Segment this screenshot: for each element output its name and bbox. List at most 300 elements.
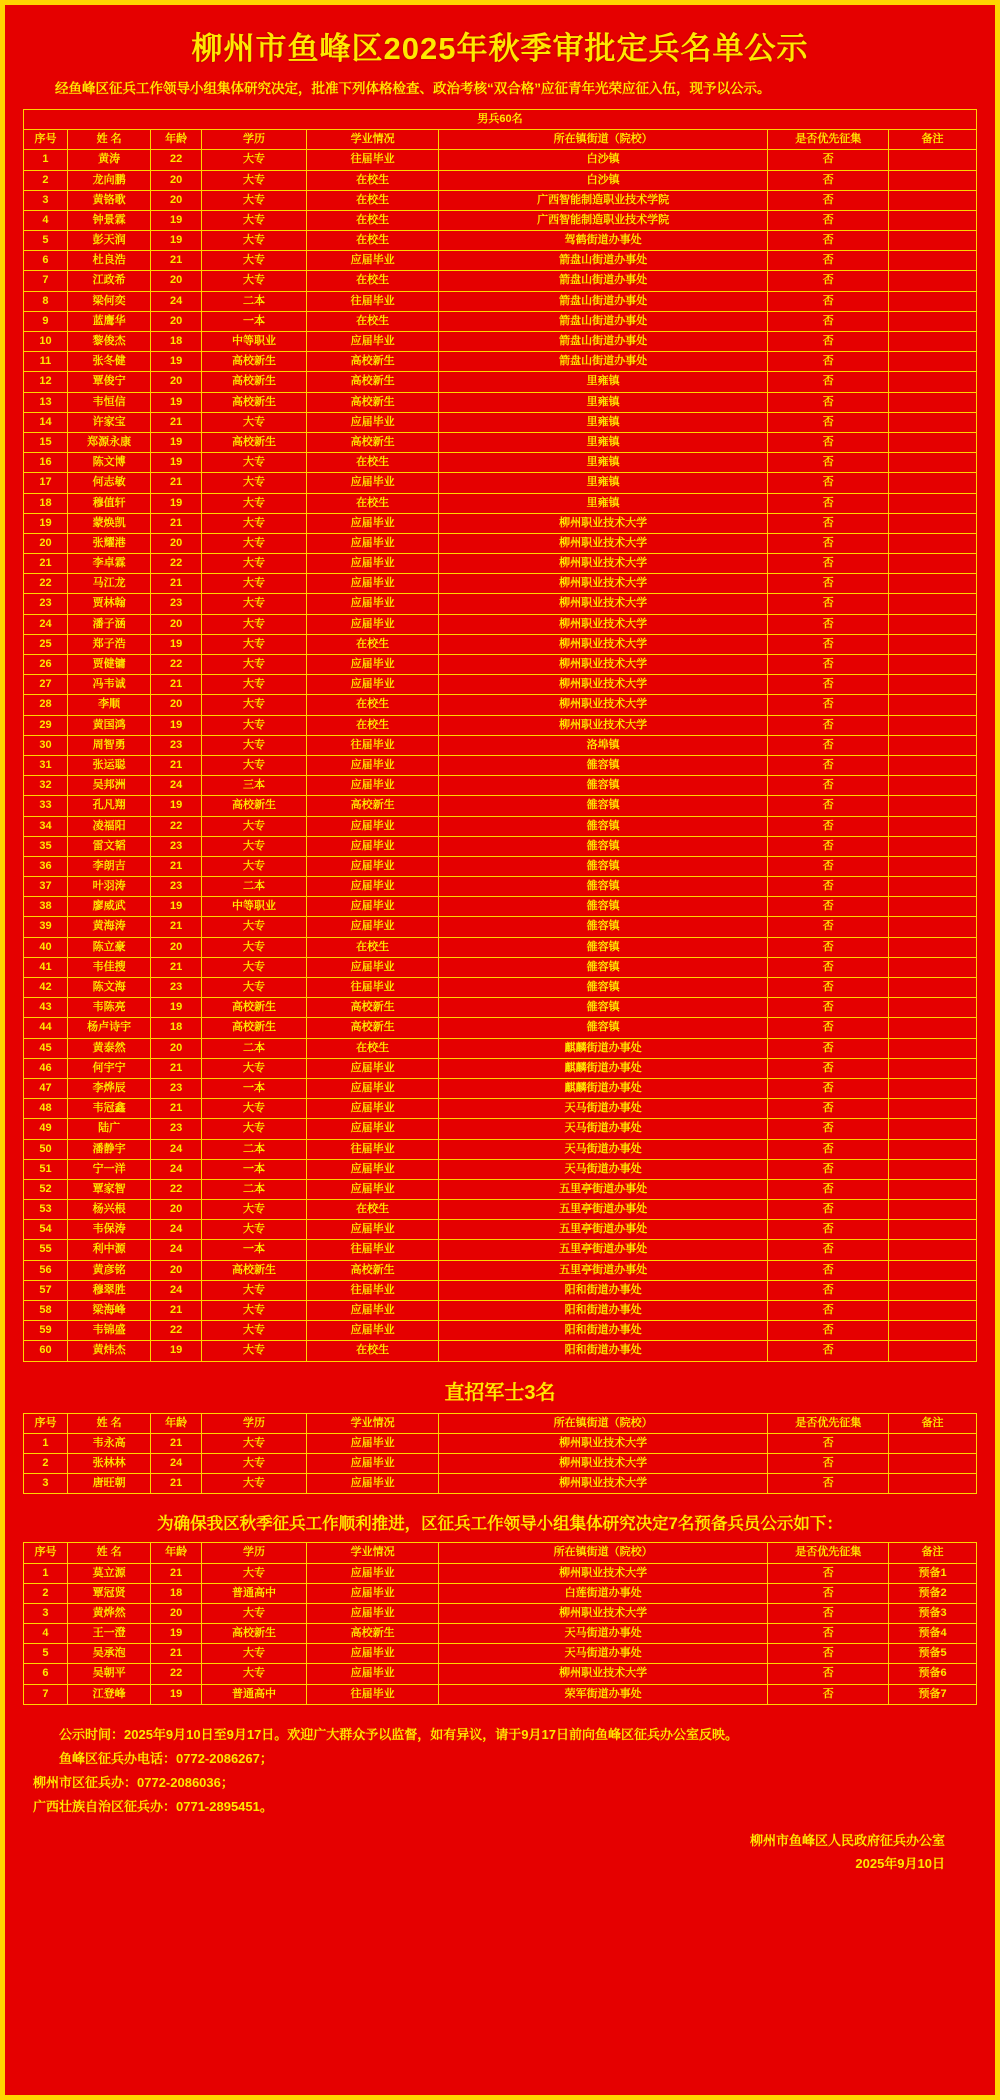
cell-seq: 2 [24,170,68,190]
cell-seq: 56 [24,1260,68,1280]
cell-remark [889,796,977,816]
cell-town-school: 阳和街道办事处 [438,1280,767,1300]
cell-remark [889,735,977,755]
cell-education: 大专 [201,1058,306,1078]
cell-priority: 否 [768,150,889,170]
cell-remark: 预备6 [889,1664,977,1684]
cell-education: 大专 [201,554,306,574]
cell-seq: 42 [24,978,68,998]
cell-remark [889,816,977,836]
cell-seq: 44 [24,1018,68,1038]
table-row [24,210,977,230]
col-header-remark: 备注 [889,1543,977,1563]
cell-remark [889,937,977,957]
cell-education: 大专 [201,1603,306,1623]
cell-age: 23 [151,877,202,897]
cell-name: 覃家智 [67,1179,150,1199]
cell-seq: 3 [24,1474,68,1494]
cell-education: 大专 [201,1341,306,1361]
table-row [24,473,977,493]
cell-age: 22 [151,1179,202,1199]
cell-study-status: 应届毕业 [307,1603,439,1623]
cell-age: 19 [151,796,202,816]
cell-remark [889,897,977,917]
cell-seq: 11 [24,352,68,372]
cell-name: 陈文博 [67,453,150,473]
cell-education: 大专 [201,513,306,533]
cell-education: 大专 [201,856,306,876]
cell-seq: 25 [24,634,68,654]
table-row [24,1260,977,1280]
cell-priority: 否 [768,1301,889,1321]
col-header-education: 学历 [201,130,306,150]
col-header-remark: 备注 [889,1413,977,1433]
cell-education: 大专 [201,574,306,594]
cell-age: 20 [151,170,202,190]
cell-study-status: 在校生 [307,634,439,654]
cell-study-status: 应届毕业 [307,856,439,876]
cell-remark [889,271,977,291]
cell-age: 22 [151,655,202,675]
cell-name: 穆翠胜 [67,1280,150,1300]
cell-education: 大专 [201,231,306,251]
cell-remark [889,1119,977,1139]
male-conscripts-table [23,109,977,1362]
cell-town-school: 广西智能制造职业技术学院 [438,190,767,210]
col-header-age: 年龄 [151,1413,202,1433]
cell-remark [889,957,977,977]
cell-remark [889,210,977,230]
cell-name: 李朗吉 [67,856,150,876]
cell-priority: 否 [768,1280,889,1300]
cell-remark [889,1260,977,1280]
cell-education: 大专 [201,1644,306,1664]
col-header-study-status: 学业情况 [307,1543,439,1563]
cell-remark [889,190,977,210]
cell-age: 21 [151,473,202,493]
cell-seq: 39 [24,917,68,937]
cell-seq: 6 [24,1664,68,1684]
cell-seq: 4 [24,210,68,230]
cell-town-school: 雒容镇 [438,816,767,836]
cell-education: 高校新生 [201,1260,306,1280]
cell-name: 凌福阳 [67,816,150,836]
cell-seq: 49 [24,1119,68,1139]
cell-age: 21 [151,957,202,977]
cell-study-status: 高校新生 [307,432,439,452]
cell-name: 许家宝 [67,412,150,432]
cell-town-school: 麒麟街道办事处 [438,1078,767,1098]
cell-study-status: 往届毕业 [307,1240,439,1260]
cell-name: 黄炜杰 [67,1341,150,1361]
cell-age: 23 [151,978,202,998]
cell-priority: 否 [768,1240,889,1260]
cell-name: 潘子涵 [67,614,150,634]
cell-priority: 否 [768,836,889,856]
table-row [24,574,977,594]
cell-priority: 否 [768,210,889,230]
cell-age: 24 [151,1159,202,1179]
cell-name: 梁何奕 [67,291,150,311]
cell-age: 21 [151,1644,202,1664]
cell-age: 23 [151,836,202,856]
table-row [24,513,977,533]
cell-remark [889,978,977,998]
cell-seq: 2 [24,1583,68,1603]
cell-age: 20 [151,937,202,957]
cell-priority: 否 [768,574,889,594]
cell-age: 19 [151,210,202,230]
cell-priority: 否 [768,453,889,473]
cell-age: 19 [151,634,202,654]
cell-priority: 否 [768,1078,889,1098]
cell-name: 陈文海 [67,978,150,998]
cell-remark [889,372,977,392]
cell-town-school: 柳州职业技术大学 [438,1563,767,1583]
table-row [24,998,977,1018]
cell-age: 19 [151,715,202,735]
cell-name: 杨兴根 [67,1200,150,1220]
table-band-row [24,109,977,129]
cell-name: 叶羽涛 [67,877,150,897]
cell-priority: 否 [768,231,889,251]
col-header-town-school: 所在镇街道（院校） [438,130,767,150]
cell-priority: 否 [768,978,889,998]
cell-remark [889,1301,977,1321]
footer-block [23,1723,977,1876]
table-row [24,1301,977,1321]
cell-seq: 1 [24,1433,68,1453]
cell-remark [889,1474,977,1494]
cell-study-status: 应届毕业 [307,1583,439,1603]
cell-remark [889,998,977,1018]
cell-priority: 否 [768,554,889,574]
cell-study-status: 应届毕业 [307,1433,439,1453]
cell-education: 二本 [201,1139,306,1159]
cell-name: 覃俊宁 [67,372,150,392]
cell-town-school: 箭盘山街道办事处 [438,271,767,291]
col-header-study-status: 学业情况 [307,130,439,150]
table-row [24,1058,977,1078]
cell-remark [889,1240,977,1260]
cell-name: 潘静宇 [67,1139,150,1159]
table-row [24,614,977,634]
cell-study-status: 往届毕业 [307,1684,439,1704]
table-row [24,634,977,654]
cell-education: 高校新生 [201,1624,306,1644]
cell-study-status: 应届毕业 [307,554,439,574]
cell-education: 大专 [201,735,306,755]
cell-name: 冯韦诚 [67,675,150,695]
cell-name: 雷文韬 [67,836,150,856]
table-row [24,836,977,856]
cell-seq: 33 [24,796,68,816]
cell-town-school: 柳州职业技术大学 [438,574,767,594]
cell-study-status: 在校生 [307,190,439,210]
cell-study-status: 应届毕业 [307,1563,439,1583]
cell-name: 韦陈亮 [67,998,150,1018]
cell-age: 22 [151,1664,202,1684]
cell-study-status: 应届毕业 [307,877,439,897]
table-row [24,937,977,957]
cell-age: 21 [151,1058,202,1078]
table-row [24,231,977,251]
cell-seq: 32 [24,776,68,796]
cell-education: 大专 [201,170,306,190]
band-male-count: 男兵60名 [24,109,977,129]
cell-remark [889,776,977,796]
cell-name: 黄铬歌 [67,190,150,210]
cell-priority: 否 [768,1119,889,1139]
cell-age: 21 [151,755,202,775]
cell-remark [889,1280,977,1300]
cell-age: 20 [151,1038,202,1058]
cell-remark [889,453,977,473]
cell-town-school: 柳州职业技术大学 [438,675,767,695]
cell-name: 黄海涛 [67,917,150,937]
cell-seq: 51 [24,1159,68,1179]
cell-name: 吴邦洲 [67,776,150,796]
cell-priority: 否 [768,190,889,210]
cell-remark [889,392,977,412]
cell-education: 一本 [201,1159,306,1179]
cell-age: 19 [151,897,202,917]
table-row [24,1099,977,1119]
cell-town-school: 麒麟街道办事处 [438,1058,767,1078]
cell-study-status: 应届毕业 [307,816,439,836]
cell-town-school: 雒容镇 [438,796,767,816]
cell-priority: 否 [768,957,889,977]
cell-education: 大专 [201,190,306,210]
table-row [24,311,977,331]
cell-age: 20 [151,1603,202,1623]
cell-remark [889,695,977,715]
cell-age: 21 [151,1474,202,1494]
cell-age: 21 [151,513,202,533]
cell-remark [889,917,977,937]
cell-town-school: 天马街道办事处 [438,1644,767,1664]
cell-remark [889,473,977,493]
table-row [24,675,977,695]
table-row [24,291,977,311]
cell-education: 高校新生 [201,352,306,372]
cell-town-school: 箭盘山街道办事处 [438,291,767,311]
table-row [24,190,977,210]
cell-study-status: 应届毕业 [307,1644,439,1664]
cell-town-school: 箭盘山街道办事处 [438,352,767,372]
male-conscripts-body [24,150,977,1361]
cell-priority: 否 [768,352,889,372]
cell-priority: 否 [768,715,889,735]
cell-age: 20 [151,372,202,392]
cell-study-status: 应届毕业 [307,1119,439,1139]
cell-study-status: 往届毕业 [307,1139,439,1159]
cell-age: 24 [151,291,202,311]
cell-seq: 34 [24,816,68,836]
cell-age: 19 [151,998,202,1018]
table-row [24,594,977,614]
table-row [24,877,977,897]
ncos-table [23,1413,977,1495]
cell-town-school: 柳州职业技术大学 [438,513,767,533]
cell-remark: 预备1 [889,1563,977,1583]
cell-remark: 预备7 [889,1684,977,1704]
cell-name: 杨卢诗宇 [67,1018,150,1038]
cell-age: 21 [151,1563,202,1583]
cell-age: 21 [151,1301,202,1321]
cell-study-status: 往届毕业 [307,978,439,998]
cell-town-school: 荣军街道办事处 [438,1684,767,1704]
cell-age: 19 [151,1684,202,1704]
cell-town-school: 洛埠镇 [438,735,767,755]
cell-age: 21 [151,1433,202,1453]
cell-seq: 10 [24,332,68,352]
col-header-town-school: 所在镇街道（院校） [438,1413,767,1433]
cell-study-status: 高校新生 [307,352,439,372]
cell-priority: 否 [768,1453,889,1473]
cell-town-school: 五里亭街道办事处 [438,1220,767,1240]
cell-town-school: 柳州职业技术大学 [438,1433,767,1453]
cell-town-school: 柳州职业技术大学 [438,594,767,614]
signature-date: 2025年9月10日 [855,1856,945,1872]
cell-remark [889,655,977,675]
cell-town-school: 柳州职业技术大学 [438,614,767,634]
cell-name: 韦锦盛 [67,1321,150,1341]
cell-study-status: 应届毕业 [307,1301,439,1321]
cell-remark: 预备2 [889,1583,977,1603]
cell-seq: 38 [24,897,68,917]
cell-town-school: 白沙镇 [438,150,767,170]
col-header-seq: 序号 [24,130,68,150]
cell-remark [889,533,977,553]
cell-study-status: 高校新生 [307,392,439,412]
cell-seq: 35 [24,836,68,856]
cell-age: 24 [151,1453,202,1473]
cell-town-school: 里雍镇 [438,372,767,392]
cell-study-status: 高校新生 [307,1260,439,1280]
col-header-remark: 备注 [889,130,977,150]
cell-town-school: 五里亭街道办事处 [438,1179,767,1199]
section-heading-reserves: 为确保我区秋季征兵工作顺利推进，区征兵工作领导小组集体研究决定7名预备兵员公示如下： [157,1515,843,1534]
cell-name: 江登峰 [67,1684,150,1704]
cell-remark [889,715,977,735]
cell-age: 19 [151,432,202,452]
cell-remark [889,311,977,331]
table-row [24,957,977,977]
cell-priority: 否 [768,1179,889,1199]
table-row [24,1139,977,1159]
cell-study-status: 应届毕业 [307,917,439,937]
cell-seq: 48 [24,1099,68,1119]
cell-name: 周智勇 [67,735,150,755]
col-header-age: 年龄 [151,130,202,150]
cell-age: 22 [151,816,202,836]
cell-study-status: 应届毕业 [307,513,439,533]
cell-education: 大专 [201,937,306,957]
table-row [24,1644,977,1664]
cell-study-status: 应届毕业 [307,1474,439,1494]
cell-priority: 否 [768,998,889,1018]
cell-age: 24 [151,1280,202,1300]
cell-age: 20 [151,533,202,553]
table-header-row [24,1543,977,1563]
cell-priority: 否 [768,1018,889,1038]
cell-seq: 45 [24,1038,68,1058]
cell-priority: 否 [768,392,889,412]
cell-town-school: 雒容镇 [438,957,767,977]
cell-priority: 否 [768,473,889,493]
cell-education: 高校新生 [201,432,306,452]
cell-age: 20 [151,271,202,291]
footer-phone-city: 柳州市区征兵办：0772-2086036； [33,1774,234,1790]
cell-remark: 预备5 [889,1644,977,1664]
cell-study-status: 在校生 [307,1200,439,1220]
cell-town-school: 雒容镇 [438,978,767,998]
cell-education: 大专 [201,1119,306,1139]
cell-priority: 否 [768,655,889,675]
cell-education: 大专 [201,453,306,473]
page-title: 柳州市鱼峰区2025年秋季审批定兵名单公示 [191,31,809,66]
cell-priority: 否 [768,1603,889,1623]
cell-town-school: 箭盘山街道办事处 [438,311,767,331]
cell-study-status: 应届毕业 [307,1179,439,1199]
cell-study-status: 应届毕业 [307,332,439,352]
cell-study-status: 往届毕业 [307,1280,439,1300]
cell-age: 23 [151,1119,202,1139]
table-row [24,271,977,291]
table-row [24,1453,977,1473]
cell-priority: 否 [768,1200,889,1220]
table-row [24,352,977,372]
table-row [24,1240,977,1260]
cell-town-school: 天马街道办事处 [438,1139,767,1159]
cell-education: 二本 [201,1179,306,1199]
cell-study-status: 在校生 [307,170,439,190]
cell-study-status: 往届毕业 [307,150,439,170]
cell-town-school: 雒容镇 [438,776,767,796]
table-row [24,1078,977,1098]
cell-study-status: 应届毕业 [307,1078,439,1098]
cell-priority: 否 [768,1583,889,1603]
cell-remark [889,1179,977,1199]
cell-name: 唐旺朝 [67,1474,150,1494]
cell-study-status: 高校新生 [307,372,439,392]
col-header-education: 学历 [201,1413,306,1433]
cell-age: 19 [151,1341,202,1361]
table-row [24,917,977,937]
cell-education: 大专 [201,917,306,937]
cell-priority: 否 [768,1260,889,1280]
cell-seq: 28 [24,695,68,715]
cell-name: 利中源 [67,1240,150,1260]
cell-education: 二本 [201,1038,306,1058]
col-header-priority: 是否优先征集 [768,130,889,150]
col-header-town-school: 所在镇街道（院校） [438,1543,767,1563]
cell-name: 张耀港 [67,533,150,553]
table-row [24,1583,977,1603]
cell-town-school: 天马街道办事处 [438,1159,767,1179]
cell-seq: 29 [24,715,68,735]
cell-remark [889,231,977,251]
table-row [24,432,977,452]
cell-age: 19 [151,453,202,473]
cell-town-school: 白沙镇 [438,170,767,190]
cell-name: 吴承泡 [67,1644,150,1664]
cell-name: 江政希 [67,271,150,291]
cell-remark [889,1321,977,1341]
cell-priority: 否 [768,917,889,937]
cell-remark [889,1341,977,1361]
